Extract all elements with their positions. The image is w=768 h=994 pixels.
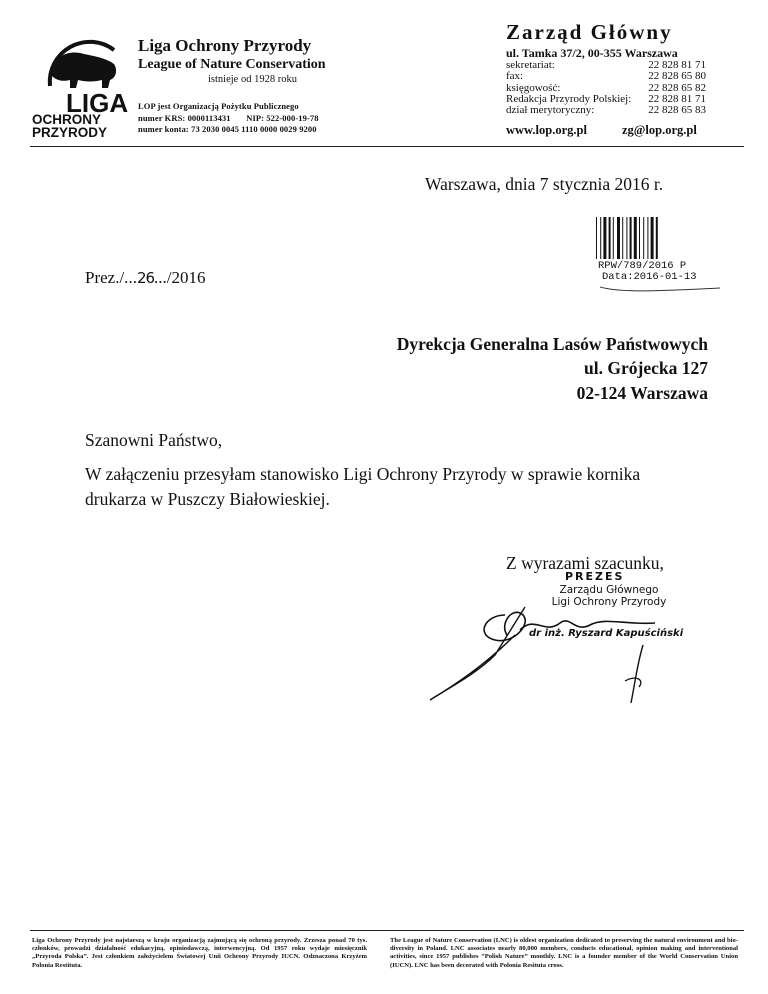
email-link[interactable]: zg@lop.org.pl bbox=[622, 123, 697, 137]
barcode-bar bbox=[603, 217, 606, 259]
contact-value: 22 828 65 82 bbox=[648, 81, 706, 94]
contact-label: Redakcja Przyrody Polskiej: bbox=[506, 92, 632, 105]
stamp-underline bbox=[600, 285, 720, 293]
contact-value: 22 828 65 80 bbox=[648, 70, 706, 83]
contact-value: 22 828 81 71 bbox=[648, 59, 706, 71]
contact-value: 22 828 81 71 bbox=[648, 92, 706, 105]
lop-logo bbox=[32, 28, 128, 138]
account-number: numer konta: 73 2030 0045 1110 0000 0029 9200 bbox=[138, 124, 317, 134]
ref-handwritten-number: 26 bbox=[136, 269, 155, 287]
barcode-bar bbox=[634, 217, 637, 259]
stamp-title: PREZES bbox=[565, 570, 625, 583]
letter-body: W załączeniu przesyłam stanowisko Ligi Ochrony Przyrody w sprawie kornika drukarza w Puszczy Białowieskiej. bbox=[85, 464, 641, 509]
logo-text-ochrony: OCHRONY bbox=[32, 112, 102, 127]
contact-value: 22 828 65 83 bbox=[648, 104, 706, 117]
ref-prefix: Prez./. bbox=[85, 268, 129, 287]
footer-english: The League of Nature Conservation (LNC) is oldest organization dedicated to preserving the natural environment and bio-diversity in Poland. LNC associates nearly 80,000 members, conducts educational, opinion making and interventional activities, since 1957 publishes “Polish Nature” monthly. LNC is a founder member of the World Conservation Union (IUCN). LNC has been decorated with Polonia Resituta cross. bbox=[390, 937, 738, 969]
contact-label: fax: bbox=[506, 70, 524, 83]
barcode-bar bbox=[617, 217, 620, 259]
nip-number: NIP: 522-000-19-78 bbox=[246, 112, 319, 123]
registration-info bbox=[138, 101, 319, 136]
stamp-org: Ligi Ochrony Przyrody bbox=[551, 595, 667, 608]
letter-date: Warszawa, dnia 7 stycznia 2016 r. bbox=[425, 174, 664, 194]
ref-suffix: /2016 bbox=[166, 268, 206, 287]
stamp-line-1: RPW/789/2016 P bbox=[598, 260, 687, 272]
website-link[interactable]: www.lop.org.pl bbox=[506, 123, 587, 137]
stamp-board: Zarządu Głównego bbox=[559, 584, 659, 596]
closing: Z wyrazami szacunku, bbox=[506, 553, 664, 573]
contact-label: księgowość: bbox=[506, 81, 561, 94]
recipient-city: 02-124 Warszawa bbox=[576, 382, 708, 403]
recipient-street: ul. Grójecka 127 bbox=[584, 358, 708, 379]
krs-nip-line bbox=[138, 113, 319, 125]
barcode-bar bbox=[630, 217, 632, 259]
contact-row bbox=[506, 105, 706, 116]
contact-label: dział merytoryczny: bbox=[506, 104, 595, 117]
barcode-bar bbox=[651, 217, 654, 259]
header-divider bbox=[30, 146, 744, 147]
barcode-bar bbox=[613, 217, 614, 259]
barcode-bar bbox=[600, 217, 601, 259]
bison-silhouette bbox=[52, 53, 116, 88]
barcode-bar bbox=[596, 217, 597, 259]
since-text: istnieje od 1928 roku bbox=[208, 74, 297, 85]
barcode-bar bbox=[647, 217, 648, 259]
greeting: Szanowni Państwo, bbox=[85, 430, 223, 450]
barcode-bar bbox=[656, 217, 658, 259]
opp-line: LOP jest Organizacją Pożytku Publicznego bbox=[138, 101, 299, 111]
krs-number: numer KRS: 0000113431 bbox=[138, 112, 231, 123]
contact-list bbox=[506, 60, 706, 116]
barcode-bar bbox=[639, 217, 640, 259]
handwritten-signature bbox=[425, 595, 665, 705]
barcode-bar bbox=[622, 217, 623, 259]
barcode-bar bbox=[609, 217, 611, 259]
footer-polish: Liga Ochrony Przyrody jest najstarszą w kraju organizacją zajmującą się ochroną przyrody. Zrzesza ponad 70 tys. członków, prowadzi działalność edukacyjną, opiniodawczą, interwencyjną. Od 1957 roku wydaje miesięcznik „Przyroda Polska”. Jest członkiem założycielem Światowej Unii Ochrony Przyrody IUCN. Odznaczona Krzyżem Polonia Restituta. bbox=[32, 937, 367, 969]
org-name-en: League of Nature Conservation bbox=[138, 57, 326, 72]
footer-divider bbox=[30, 930, 744, 931]
reference-number bbox=[85, 268, 206, 288]
org-name: Liga Ochrony Przyrody bbox=[138, 36, 312, 55]
logo-text-przyrody: PRZYRODY bbox=[32, 125, 108, 138]
contact-row bbox=[506, 71, 706, 82]
board-title: Zarząd Główny bbox=[506, 20, 673, 44]
ref-dots: ... bbox=[154, 268, 167, 287]
logo-text-liga: LIGA bbox=[66, 88, 128, 118]
recipient-address bbox=[352, 332, 708, 405]
barcode bbox=[596, 217, 664, 259]
recipient-name: Dyrekcja Generalna Lasów Państwowych bbox=[396, 334, 708, 354]
signer-name: dr inż. Ryszard Kapuściński bbox=[529, 628, 684, 639]
barcode-bar bbox=[626, 217, 627, 259]
board-address: ul. Tamka 37/2, 00-355 Warszawa bbox=[506, 46, 678, 60]
registry-stamp bbox=[598, 261, 697, 282]
barcode-bar bbox=[643, 217, 644, 259]
contact-label: sekretariat: bbox=[506, 59, 555, 71]
stamp-line-2: Data:2016-01-13 bbox=[602, 270, 697, 283]
ref-dots: .. bbox=[128, 268, 137, 287]
